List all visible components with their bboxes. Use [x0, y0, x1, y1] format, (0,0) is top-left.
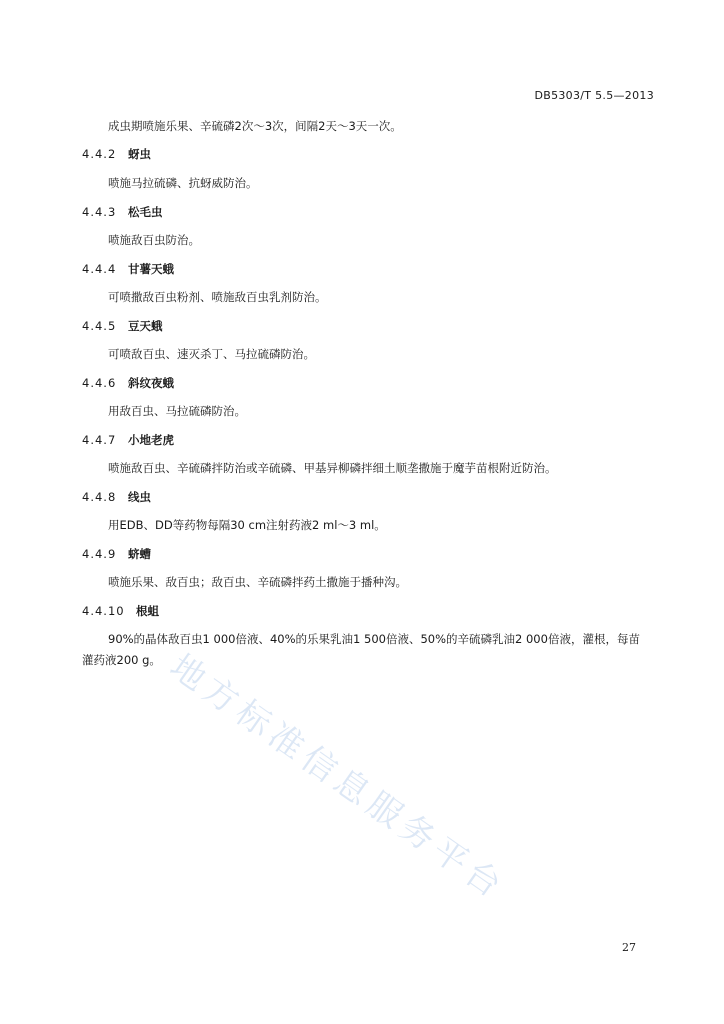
section-heading	[82, 546, 151, 562]
section-number: 4.4.9	[82, 547, 117, 561]
section-number: 4.4.5	[82, 319, 117, 333]
section-text: 90%的晶体敌百虫1 000倍液、40%的乐果乳油1 500倍液、50%的辛硫磷乳油2 000倍液，灌根，每苗	[108, 632, 640, 646]
section-text: 喷施马拉硫磷、抗蚜威防治。	[108, 176, 258, 190]
section-title: 松毛虫	[128, 205, 163, 219]
section-title: 甘薯天蛾	[128, 262, 174, 276]
section-number: 4.4.8	[82, 490, 117, 504]
page-number: 27	[622, 941, 636, 954]
section-heading	[82, 261, 174, 277]
watermark: 地方标准信息服务平台	[162, 646, 514, 909]
section-text: 用敌百虫、马拉硫磷防治。	[108, 404, 246, 418]
section-title: 蚜虫	[128, 147, 151, 161]
section-number: 4.4.4	[82, 262, 117, 276]
section-title: 豆天蛾	[128, 319, 163, 333]
section-text: 喷施敌百虫防治。	[108, 233, 200, 247]
section-text: 喷施乐果、敌百虫；敌百虫、辛硫磷拌药土撒施于播种沟。	[108, 575, 407, 589]
section-title: 根蛆	[136, 604, 159, 618]
section-text: 喷施敌百虫、辛硫磷拌防治或辛硫磷、甲基异柳磷拌细土顺垄撒施于魔芋苗根附近防治。	[108, 461, 557, 475]
section-heading	[82, 603, 159, 619]
section-heading	[82, 204, 163, 220]
section-text: 用EDB、DD等药物每隔30 cm注射药液2 ml～3 ml。	[108, 518, 386, 532]
section-title: 蛴螬	[128, 547, 151, 561]
section-heading	[82, 489, 151, 505]
section-text-continuation: 灌药液200 g。	[82, 653, 161, 667]
section-number: 4.4.3	[82, 205, 117, 219]
section-number: 4.4.10	[82, 604, 125, 618]
section-title: 斜纹夜蛾	[128, 376, 174, 390]
section-number: 4.4.6	[82, 376, 117, 390]
section-number: 4.4.2	[82, 147, 117, 161]
section-heading	[82, 432, 174, 448]
section-title: 线虫	[128, 490, 151, 504]
intro-line: 成虫期喷施乐果、辛硫磷2次～3次，间隔2天～3天一次。	[108, 119, 402, 133]
section-heading	[82, 375, 174, 391]
section-title: 小地老虎	[128, 433, 174, 447]
section-heading	[82, 318, 163, 334]
section-heading	[82, 146, 151, 162]
section-number: 4.4.7	[82, 433, 117, 447]
section-text: 可喷撒敌百虫粉剂、喷施敌百虫乳剂防治。	[108, 290, 327, 304]
section-text: 可喷敌百虫、速灭杀丁、马拉硫磷防治。	[108, 347, 315, 361]
standard-code: DB5303/T 5.5—2013	[534, 89, 654, 102]
